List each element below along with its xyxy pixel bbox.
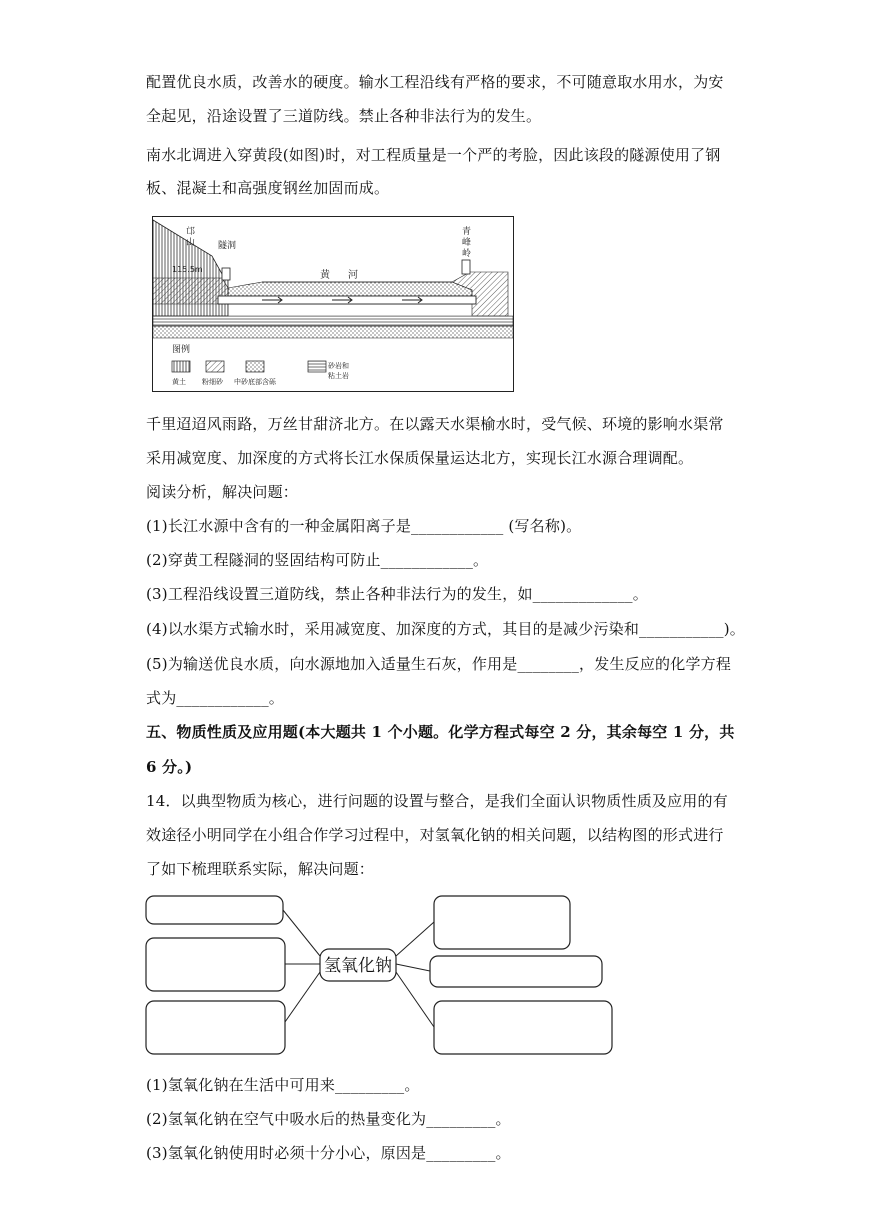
label-elevation: 115.5m [172, 265, 203, 274]
paragraph-line: 配置优良水质，改善水的硬度。输水工程沿线有严格的要求，不可随意取水用水，为安 [146, 73, 724, 91]
question-14-3: (3)氢氧化钠使用时必须十分小心，原因是_________。 [146, 1144, 511, 1162]
question-14-stem: 14．以典型物质为核心，进行问题的设置与整合，是我们全面认识物质性质及应用的有 [146, 792, 728, 810]
label-ridge: 青 [462, 227, 472, 237]
legend-loess: 黄土 [172, 378, 186, 386]
question-13-1: (1)长江水源中含有的一种金属阳离子是____________ (写名称)。 [146, 517, 582, 535]
concept-node-empty [430, 956, 602, 987]
section-heading: 五、物质性质及应用题(本大题共 1 个小题。化学方程式每空 2 分，其余每空 1 分，共 [146, 723, 735, 741]
question-14-2: (2)氢氧化钠在空气中吸水后的热量变化为_________。 [146, 1110, 511, 1128]
question-14-stem: 效途径小明同学在小组合作学习过程中，对氢氧化钠的相关问题，以结构图的形式进行 [146, 826, 724, 844]
label-ridge: 峰 [462, 238, 472, 248]
legend-silt: 粉细砂 [202, 378, 223, 386]
label-tunnel: 隧洞 [218, 241, 237, 251]
concept-node-empty [146, 938, 285, 991]
question-13-5-cont: 式为____________。 [146, 689, 285, 707]
question-13-2: (2)穿黄工程隧洞的竖固结构可防止____________。 [146, 551, 489, 569]
paragraph-line: 阅读分析，解决问题： [146, 483, 299, 501]
label-mountain: 山 [186, 238, 196, 248]
section-heading: 6 分。) [146, 758, 193, 776]
paragraph-line: 南水北调进入穿黄段(如图)时，对工程质量是一个严的考脸，因此该段的隧源使用了钢 [146, 146, 721, 164]
tunnel-cross-section-figure [152, 216, 514, 392]
question-14-stem: 了如下梳理联系实际，解决问题： [146, 860, 375, 878]
label-river: 黄 [320, 270, 330, 281]
legend-rock: 砂岩和 [328, 362, 349, 370]
paragraph-line: 千里迢迢风雨路，万丝甘甜济北方。在以露天水渠榆水时，受气候、环境的影响水渠常 [146, 415, 724, 433]
paragraph-line: 全起见，沿途设置了三道防线。禁止各种非法行为的发生。 [146, 107, 542, 125]
legend-rock: 粘土岩 [328, 372, 349, 380]
legend-sand: 中砂底部含砾 [234, 378, 276, 386]
label-mountain: 邙 [186, 227, 196, 237]
paragraph-line: 采用减宽度、加深度的方式将长江水保质保量运达北方，实现长江水源合理调配。 [146, 449, 694, 467]
legend-title: 图例 [172, 345, 191, 355]
concept-node-empty [146, 896, 283, 924]
concept-node-empty [434, 896, 570, 949]
concept-node-empty [146, 1001, 285, 1054]
label-river: 河 [348, 270, 358, 281]
label-ridge: 岭 [462, 249, 472, 259]
sodium-hydroxide-concept-map [140, 890, 615, 1060]
question-13-3: (3)工程沿线设置三道防线，禁止各种非法行为的发生，如_____________。 [146, 585, 648, 603]
center-node-label: 氢氧化钠 [324, 955, 392, 976]
concept-node-empty [434, 1001, 612, 1054]
paragraph-line: 板、混凝土和高强度钢丝加固而成。 [146, 179, 390, 197]
question-13-4: (4)以水渠方式输水时，采用减宽度、加深度的方式，其目的是减少污染和___________)。 [146, 620, 746, 638]
question-13-5: (5)为输送优良水质，向水源地加入适量生石灰，作用是________，发生反应的化学方程 [146, 655, 732, 673]
question-14-1: (1)氢氧化钠在生活中可用来_________。 [146, 1076, 420, 1094]
cross-section-diagram [152, 216, 514, 392]
